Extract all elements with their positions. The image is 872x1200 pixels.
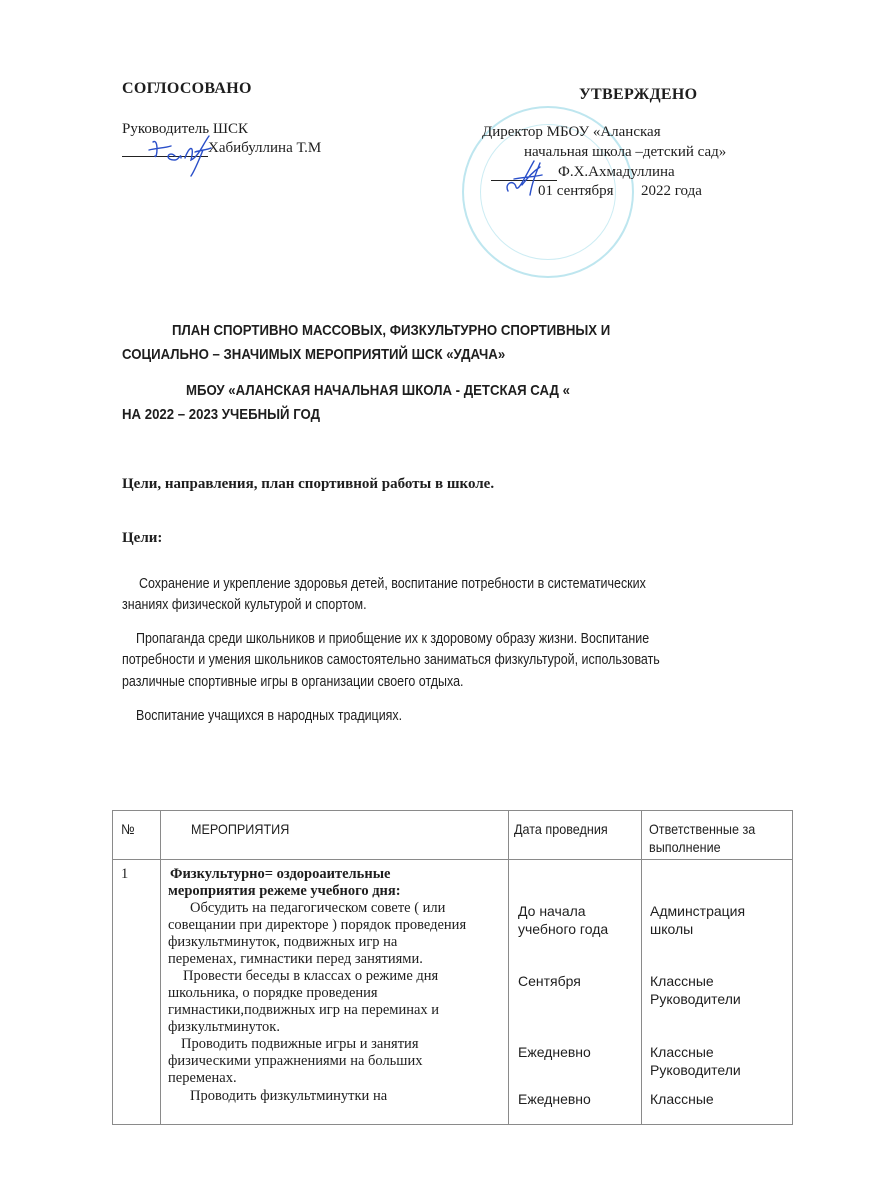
approval-right-position-line1: Директор МБОУ «Аланская [482,124,661,140]
approval-left-heading: СОГЛОСОВАНО [122,80,252,97]
item2-line3: гимнастики,подвижных игр на переминах и [168,1002,440,1018]
header-responsible-line1: Ответственные за [649,821,756,837]
title-line-1: ПЛАН СПОРТИВНО МАССОВЫХ, ФИЗКУЛЬТУРНО СПОРТИВНЫХ И [172,322,611,339]
header-num: № [121,821,135,837]
goals-heading: Цели: [122,530,163,546]
item4-responsible-line1: Классные [650,1091,714,1107]
item1-responsible-line2: школы [650,921,694,937]
item1-date-line2: учебного года [518,921,609,937]
item3-date: Ежедневно [518,1044,591,1060]
approval-left-position: Руководитель ШСК [122,121,249,137]
col-divider-3 [641,811,642,1124]
section-heading: Цели, направления, план спортивной работы в школе. [122,476,495,492]
item1-line1: Обсудить на педагогическом совете ( или [190,900,446,916]
header-event: МЕРОПРИЯТИЯ [191,821,290,837]
item3-line2: физическими упражнениями на больших [168,1053,423,1069]
title-line-3: МБОУ «АЛАНСКАЯ НАЧАЛЬНАЯ ШКОЛА - ДЕТСКАЯ САД « [186,382,570,399]
goals-p1-line1: Сохранение и укрепление здоровья детей, воспитание потребности в систематических [139,576,646,592]
goals-p2-line2: потребности и умения школьников самостоятельно заниматься физкультурой, использовать [122,652,660,668]
item4-line1: Проводить физкультминутки на [190,1088,388,1104]
item2-responsible-line1: Классные [650,973,714,989]
goals-p3-line1: Воспитание учащихся в народных традициях. [136,708,403,724]
item1-line3: физкультминуток, подвижных игр на [168,934,398,950]
item3-responsible-line2: Руководители [650,1062,741,1078]
approval-left-name: Хабибуллина Т.М [208,140,322,156]
row-title-line1: Физкультурно= оздороаительные [170,866,391,882]
item3-line1: Проводить подвижные игры и занятия [181,1036,419,1052]
approval-date-year: 2022 года [641,183,702,199]
item2-line4: физкультминуток. [168,1019,280,1035]
item2-responsible-line2: Руководители [650,991,741,1007]
item1-line2: совещании при директоре ) порядок проведения [168,917,467,933]
item2-date: Сентября [518,973,581,989]
title-line-4: НА 2022 – 2023 УЧЕБНЫЙ ГОД [122,406,320,423]
approval-right-name: Ф.Х.Ахмадуллина [558,164,675,180]
item1-line4: переменах, гимнастики перед занятиями. [168,951,423,967]
row-title-line2: мероприятия режеме учебного дня: [168,883,401,899]
header-date: Дата проведния [514,821,608,837]
approval-right-position-line2: начальная школа –детский сад» [524,144,727,160]
row-num: 1 [121,866,129,882]
approval-right-heading: УТВЕРЖДЕНО [579,86,698,103]
col-divider-1 [160,811,161,1124]
title-line-2: СОЦИАЛЬНО – ЗНАЧИМЫХ МЕРОПРИЯТИЙ ШСК «УДАЧА» [122,346,506,363]
item2-line1: Провести беседы в классах о режиме дня [183,968,439,984]
item3-responsible-line1: Классные [650,1044,714,1060]
col-divider-2 [508,811,509,1124]
approval-date-day: 01 сентября [538,183,614,199]
item3-line3: переменах. [168,1070,237,1086]
header-responsible-line2: выполнение [649,839,721,855]
item2-line2: школьника, о порядке проведения [168,985,378,1001]
goals-p1-line2: знаниях физической культурой и спортом. [122,597,367,613]
goals-p2-line1: Пропаганда среди школьников и приобщение их к здоровому образу жизни. Воспитание [136,631,650,647]
header-divider [113,859,792,860]
item1-date-line1: До начала [518,903,586,919]
item4-date: Ежедневно [518,1091,591,1107]
events-table [112,810,793,1125]
goals-p2-line3: различные спортивные игры в организации своего отдыха. [122,674,464,690]
item1-responsible-line1: Админстрация [650,903,746,919]
